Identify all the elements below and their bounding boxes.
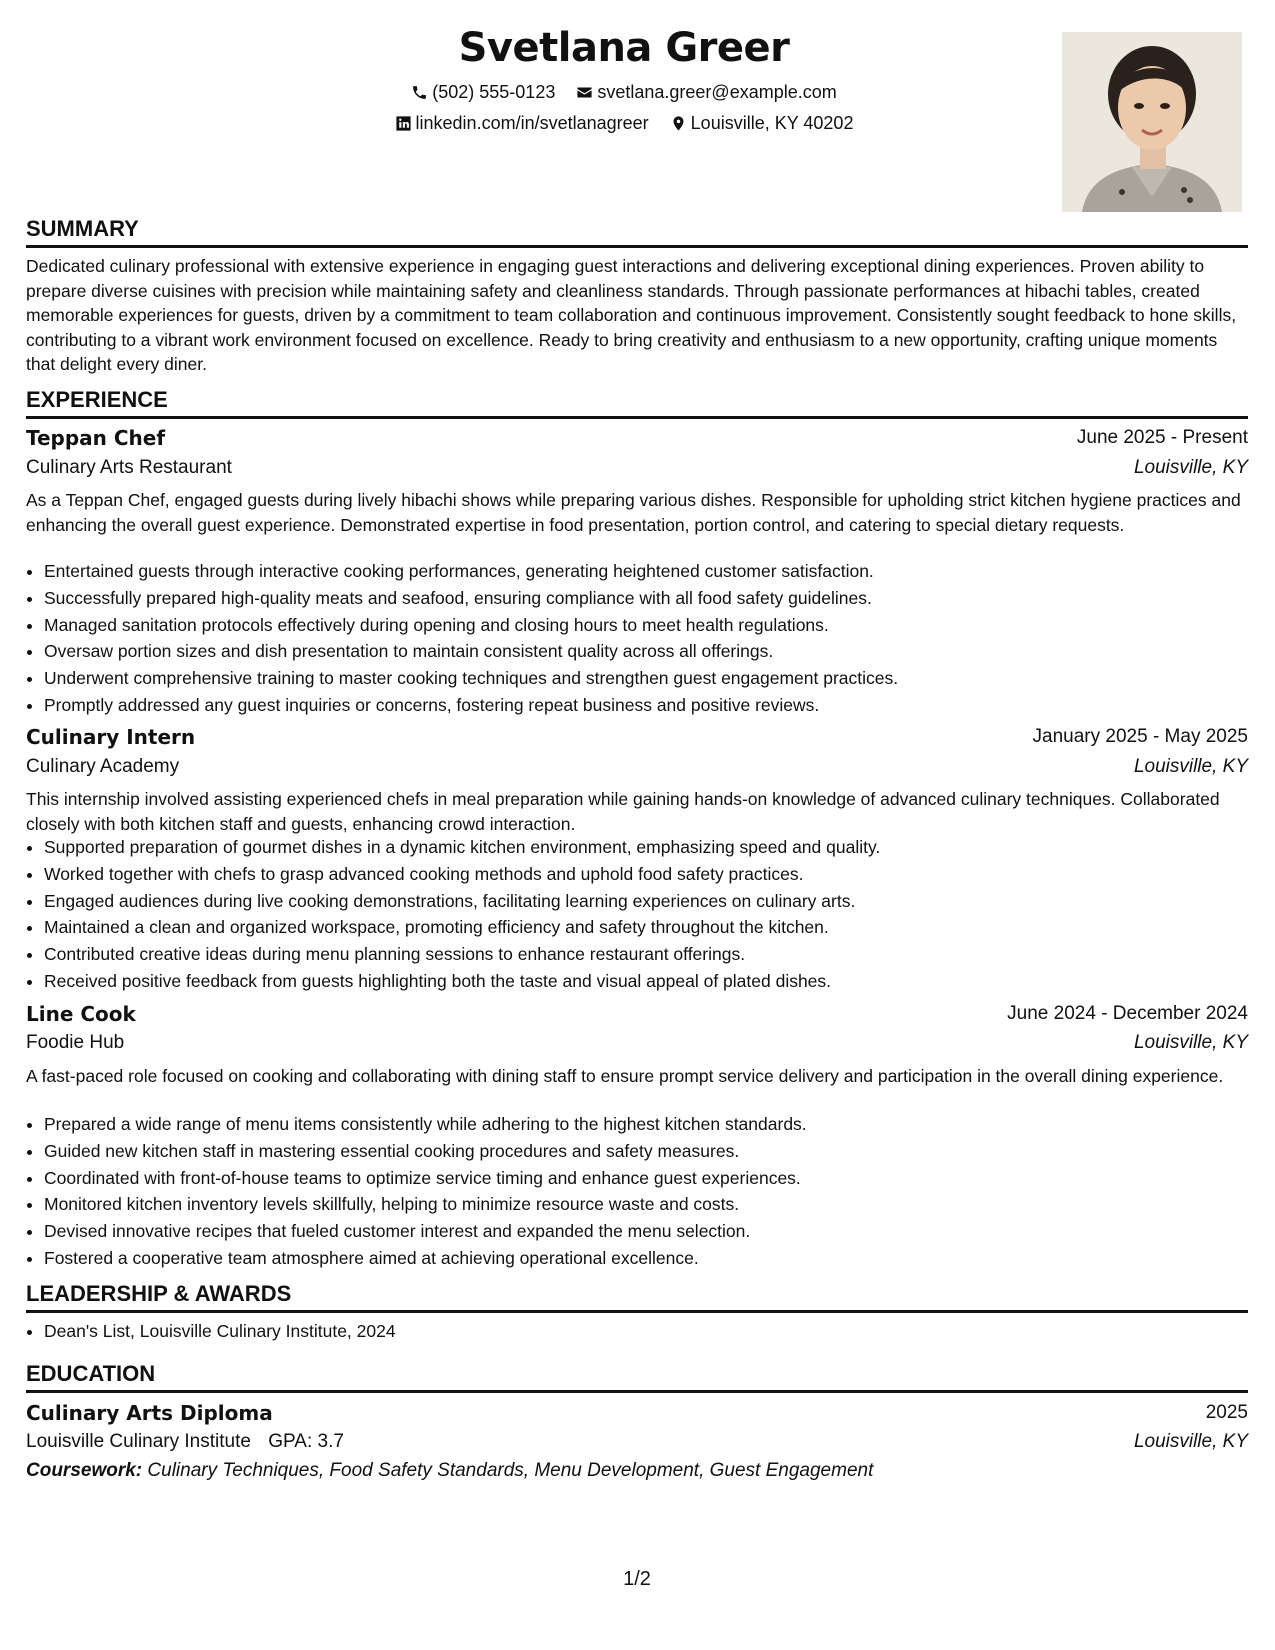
job-date: June 2024 - December 2024	[1007, 1003, 1248, 1024]
email-text[interactable]: svetlana.greer@example.com	[597, 82, 837, 102]
job-title: Teppan Chef	[26, 426, 166, 450]
job-description: This internship involved assisting experienced chefs in meal preparation while gaining hands-on knowledge of advanced culinary techniques. Collaborated closely with both kitchen staff and guests, enhancing crowd interaction.	[26, 789, 1220, 834]
list-item: • Worked together with chefs to grasp advanced cooking methods and uphold food safety practices.	[44, 861, 1266, 888]
school-name: Louisville Culinary Institute	[26, 1431, 251, 1452]
gpa: GPA: 3.7	[268, 1431, 344, 1452]
job-location: Louisville, KY	[1133, 1032, 1248, 1053]
job-location: Louisville, KY	[1133, 756, 1248, 777]
list-item: • Promptly addressed any guest inquiries or concerns, fostering repeat business and positive reviews.	[44, 692, 1266, 719]
list-item: • Supported preparation of gourmet dishes in a dynamic kitchen environment, emphasizing speed and quality.	[44, 834, 1266, 861]
list-item: • Underwent comprehensive training to master cooking techniques and strengthen guest engagement practices.	[44, 665, 1266, 692]
coursework	[26, 1458, 873, 1484]
list-item: • Managed sanitation protocols effectively during opening and closing hours to meet health regulations.	[44, 612, 1266, 639]
section-title-experience: EXPERIENCE	[26, 386, 1248, 419]
awards-list	[26, 1318, 1266, 1345]
job-bullets	[26, 1111, 1266, 1272]
job-title: Line Cook	[26, 1002, 136, 1026]
list-item: • Successfully prepared high-quality meats and seafood, ensuring compliance with all food safety guidelines.	[44, 585, 1266, 612]
job-organization: Culinary Arts Restaurant	[26, 457, 232, 478]
contact-linkedin[interactable]	[395, 111, 649, 135]
linkedin-text[interactable]: linkedin.com/in/svetlanagreer	[415, 113, 649, 133]
education-location: Louisville, KY	[1133, 1431, 1248, 1452]
list-item: • Guided new kitchen staff in mastering essential cooking procedures and safety measures.	[44, 1138, 1266, 1165]
map-pin-icon	[670, 115, 687, 132]
job-description: A fast-paced role focused on cooking and collaborating with dining staff to ensure prompt service delivery and participation in the overall dining experience.	[26, 1066, 1224, 1086]
coursework-list: Culinary Techniques, Food Safety Standards, Menu Development, Guest Engagement	[147, 1460, 874, 1481]
list-item: • Maintained a clean and organized workspace, promoting efficiency and safety throughout the kitchen.	[44, 914, 1266, 941]
job-organization: Foodie Hub	[26, 1032, 125, 1053]
list-item: • Devised innovative recipes that fueled customer interest and expanded the menu selection.	[44, 1218, 1266, 1245]
job-organization: Culinary Academy	[26, 756, 180, 777]
contact-row-primary	[26, 80, 1222, 107]
phone-text: (502) 555-0123	[432, 82, 556, 102]
list-item: • Oversaw portion sizes and dish presentation to maintain consistent quality across all offerings.	[44, 638, 1266, 665]
phone-icon	[411, 84, 428, 101]
section-title-leadership: LEADERSHIP & AWARDS	[26, 1280, 1248, 1313]
job-bullets	[26, 834, 1266, 995]
page-number: 1/2	[623, 1568, 651, 1590]
candidate-name: Svetlana Greer	[458, 25, 790, 71]
job-location: Louisville, KY	[1133, 457, 1248, 478]
linkedin-icon	[395, 115, 412, 132]
education-year: 2025	[1205, 1402, 1248, 1423]
list-item: • Contributed creative ideas during menu planning sessions to enhance restaurant offerings.	[44, 941, 1266, 968]
portrait-image	[1062, 32, 1242, 212]
degree-title: Culinary Arts Diploma	[26, 1401, 273, 1425]
list-item: • Prepared a wide range of menu items consistently while adhering to the highest kitchen standards.	[44, 1111, 1266, 1138]
list-item: • Entertained guests through interactive cooking performances, generating heightened customer satisfaction.	[44, 558, 1266, 585]
resume-page	[26, 0, 1248, 1650]
list-item: • Received positive feedback from guests highlighting both the taste and visual appeal of plated dishes.	[44, 968, 1266, 995]
contact-location	[670, 111, 854, 135]
envelope-icon	[576, 84, 593, 101]
list-item: • Monitored kitchen inventory levels skillfully, helping to minimize resource waste and costs.	[44, 1191, 1266, 1218]
location-text: Louisville, KY 40202	[690, 113, 854, 133]
contact-email[interactable]	[576, 80, 836, 104]
job-title: Culinary Intern	[26, 725, 196, 749]
list-item: • Engaged audiences during live cooking demonstrations, facilitating learning experiences on culinary arts.	[44, 888, 1266, 915]
resume-header	[26, 22, 1248, 222]
summary-text: Dedicated culinary professional with extensive experience in engaging guest interactions and delivering exceptional dining experiences. Proven ability to prepare diverse cuisines with precision while maintaining safety and cleanliness standards. Through passionate performances at hibachi tables, created memorable experiences for guests, driven by a commitment to team collaboration and continuous improvement. Consistently sought feedback to hone skills, contributing to a vibrant work environment focused on excellence. Ready to bring creativity and enthusiasm to a new opportunity, crafting unique moments that delight every diner.	[26, 256, 1237, 374]
coursework-label: Coursework:	[26, 1460, 143, 1481]
job-description: As a Teppan Chef, engaged guests during lively hibachi shows while preparing various dishes. Responsible for upholding strict kitchen hygiene practices and enhancing the overall guest experience. Demonstrated expertise in food presentation, portion control, and catering to special dietary requests.	[26, 490, 1241, 535]
contact-phone	[411, 80, 555, 104]
list-item: • Fostered a cooperative team atmosphere aimed at achieving operational excellence.	[44, 1245, 1266, 1272]
job-date: June 2025 - Present	[1076, 427, 1248, 448]
section-title-summary: SUMMARY	[26, 215, 1248, 248]
job-date: January 2025 - May 2025	[1032, 726, 1248, 747]
school-line	[26, 1429, 344, 1455]
profile-photo	[1062, 32, 1242, 212]
list-item: • Dean's List, Louisville Culinary Institute, 2024	[44, 1318, 1266, 1345]
list-item: • Coordinated with front-of-house teams to optimize service timing and enhance guest experiences.	[44, 1165, 1266, 1192]
section-title-education: EDUCATION	[26, 1360, 1248, 1393]
contact-row-secondary	[26, 111, 1222, 138]
job-bullets	[26, 558, 1266, 719]
